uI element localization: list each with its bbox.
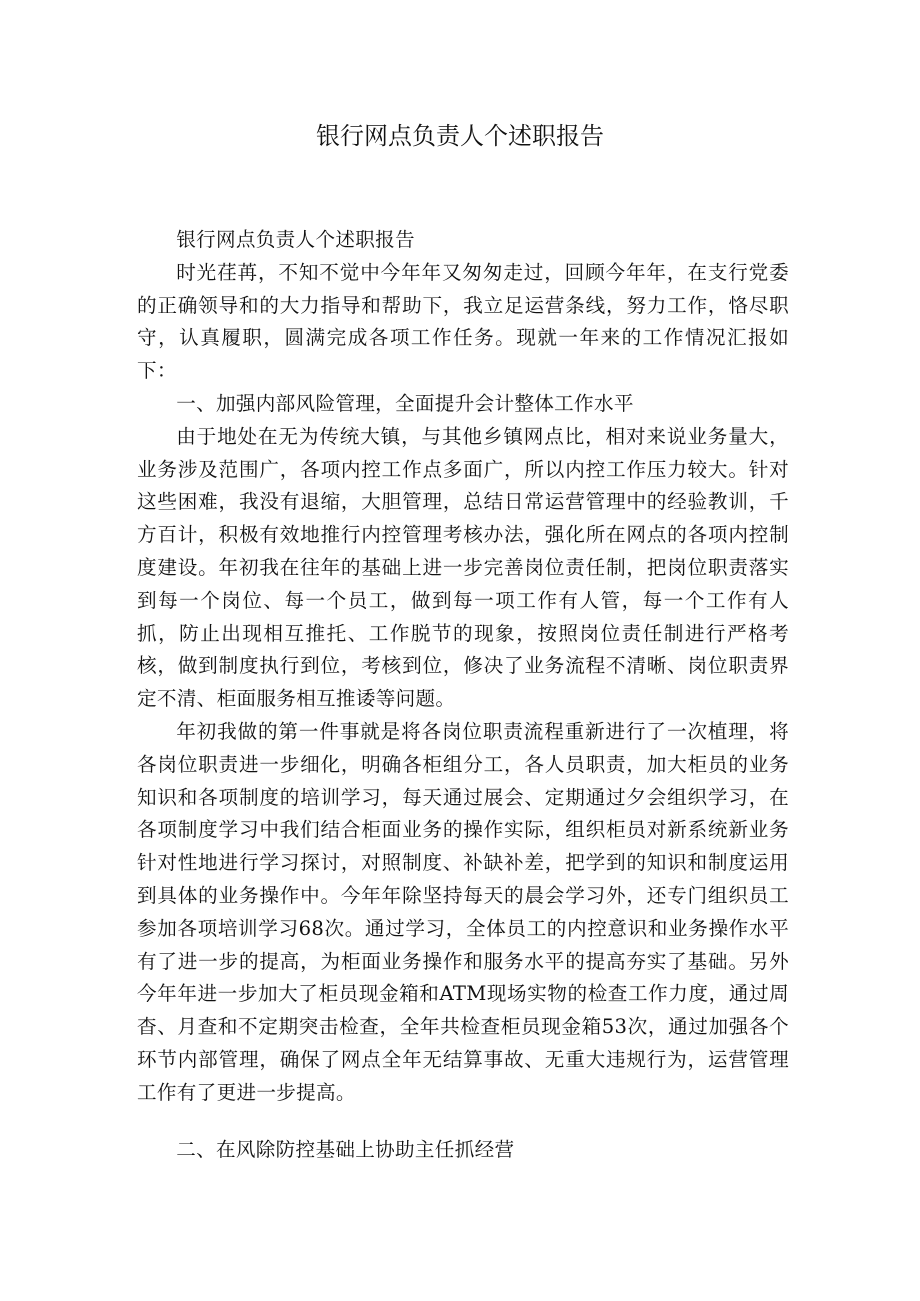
section-1-heading: 一、加强内部风险管理，全面提升会计整体工作水平 bbox=[176, 391, 634, 415]
paragraph-intro: 时光荏苒，不知不觉中今年年又匆匆走过，回顾今年年，在支行党委的正确领导和的大力指导和帮助下，我立足运营条线，努力工作，恪尽职守，认真履职，圆满完成各项工作任务。现就一年来的工作情况汇报如下： bbox=[137, 260, 789, 383]
section-2-heading: 二、在风除防控基础上协助主任抓经营 bbox=[176, 1138, 515, 1161]
paragraph-training: 年初我做的第一件事就是将各岗位职责流程重新进行了一次植理，将各岗位职责进一步细化，明确各柜组分工，各人员职责，加大柜员的业务知识和各项制度的培训学习，每天通过展会、定期通过夕会组织学习，在各项制度学习中我们结合柜面业务的操作实际，组织柜员对新系统新业务针对性地进行学习探讨，对照制度、补缺补差，把学到的知识和制度运用到具体的业务操作中。今年年除坚持每天的晨会学习外，还专门组织员工参加各项培训学习68次。通过学习，全体员工的内控意识和业务操作水平有了进一步的提高，为柜面业务操作和服务水平的提高夯实了基础。另外今年年进一步加大了柜员现金箱和ATM现场实物的检查工作力度，通过周杳、月查和不定期突击检查，全年共检查柜员现金箱53次，通过加强各个环节内部管理，确保了网点全年无结算事故、无重大违规行为，运营管理工作有了更进一步提高。 bbox=[137, 719, 789, 1104]
paragraph-risk-management: 由于地处在无为传统大镇，与其他乡镇网点比，相对来说业务量大，业务涉及范围广，各项内控工作点多面广，所以内控工作压力较大。针对这些困难，我没有退缩，大胆管理，总结日常运营管理中的经验教训，千方百计，积极有效地推行内控管理考核办法，强化所在网点的各项内控制度建设。年初我在往年的基础上进一步完善岗位责任制，把岗位职责落实到每一个岗位、每一个员工，做到每一项工作有人管，每一个工作有人抓，防止出现相互推托、工作脱节的现象，按照岗位责任制进行严格考核，做到制度执行到位，考核到位，修决了业务流程不清晰、岗位职责界定不清、柜面服务相互推诿等问题。 bbox=[137, 424, 789, 711]
document-body bbox=[137, 224, 789, 1110]
document-title: 银行网点负责人个述职报告 bbox=[316, 122, 604, 150]
paragraph-subtitle: 银行网点负责人个述职报告 bbox=[176, 228, 415, 251]
